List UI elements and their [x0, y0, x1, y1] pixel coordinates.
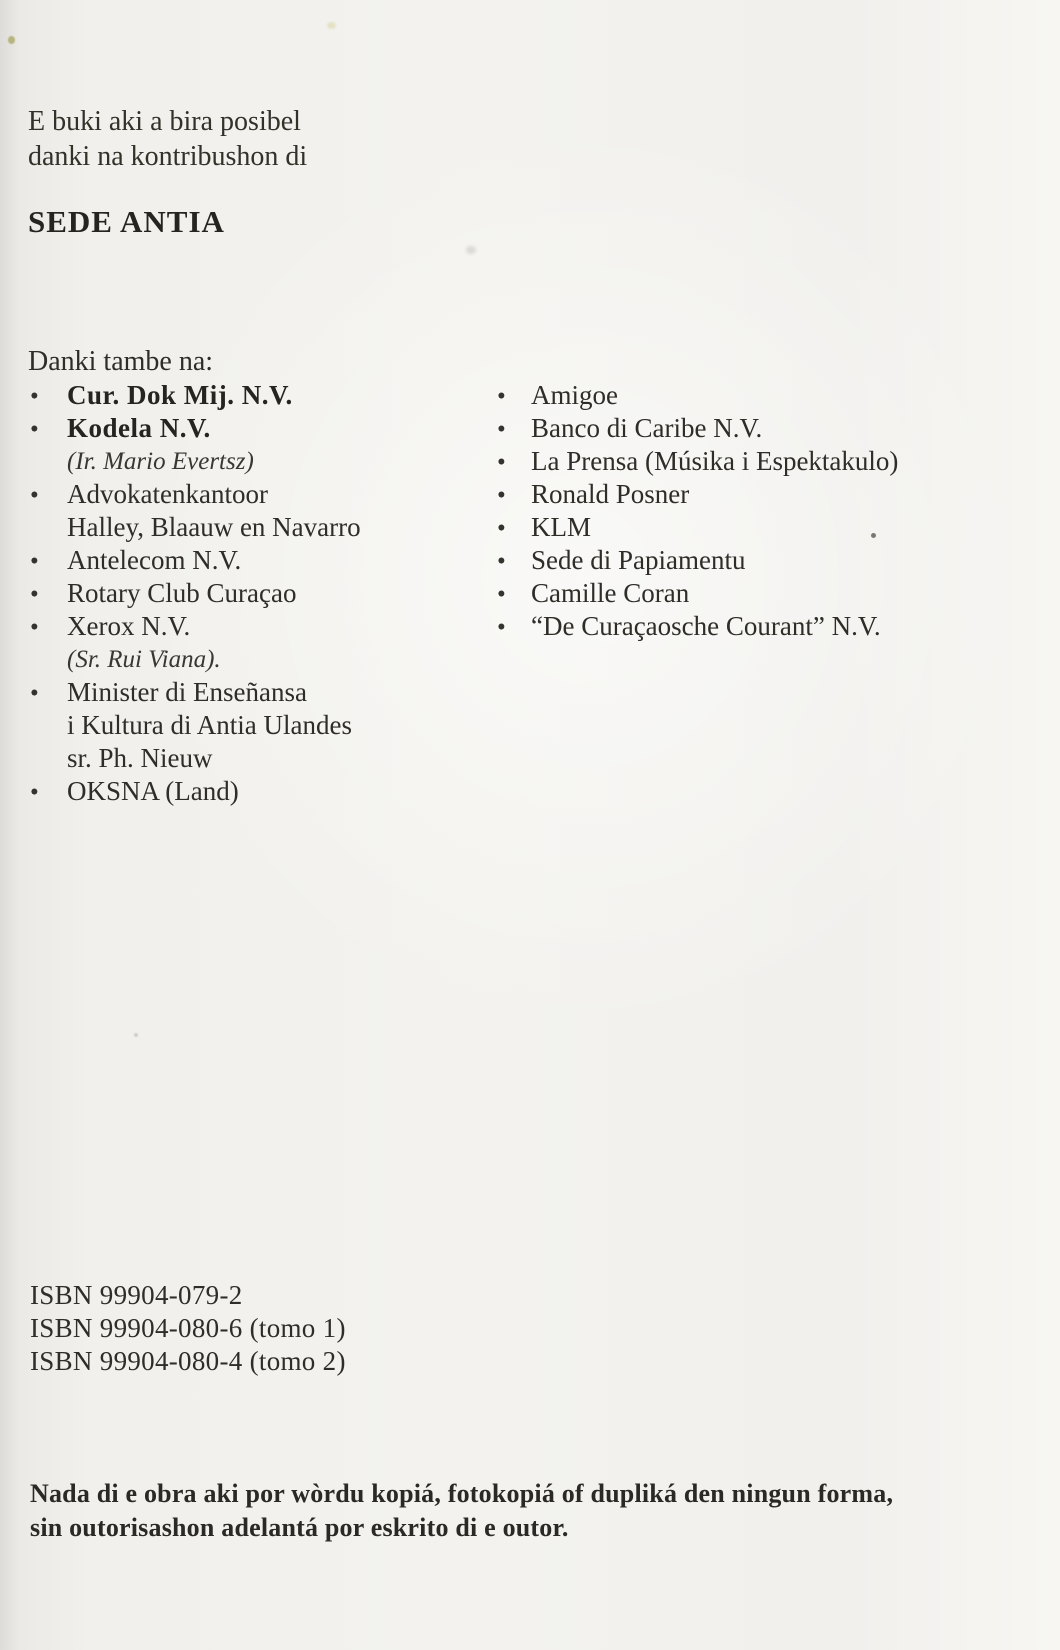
list-item-continuation — [30, 511, 470, 544]
copyright-notice — [30, 1477, 893, 1545]
list-item — [30, 676, 470, 709]
main-sponsor-heading: SEDE ANTIA — [28, 204, 225, 239]
list-item — [497, 445, 1017, 478]
list-item — [497, 379, 1017, 412]
scan-smudge — [466, 246, 476, 254]
copyright-line-2: sin outorisashon adelantá por eskrito di e outor. — [30, 1513, 569, 1542]
copyright-line-1: Nada di e obra aki por wòrdu kopiá, fotokopiá of dupliká den ningun forma, — [30, 1479, 894, 1508]
isbn-line: ISBN 99904-079-2 — [30, 1280, 243, 1310]
bullet-marker: • — [30, 383, 39, 410]
bullet-marker: • — [30, 416, 39, 443]
bullet-marker: • — [497, 581, 506, 608]
sponsor-name: KLM — [531, 512, 591, 542]
sponsor-name: i Kultura di Antia Ulandes — [67, 710, 352, 740]
list-item — [497, 544, 1017, 577]
list-item — [30, 478, 470, 511]
bullet-marker: • — [497, 548, 506, 575]
sponsor-name: Kodela N.V. — [67, 413, 211, 443]
sponsor-name: “De Curaçaosche Courant” N.V. — [531, 611, 881, 641]
sponsor-name: Advokatenkantoor — [67, 479, 268, 509]
sponsor-name: Cur. Dok Mij. N.V. — [67, 380, 293, 410]
bullet-marker: • — [497, 449, 506, 476]
sponsor-name: Amigoe — [531, 380, 618, 410]
scan-speck — [327, 22, 336, 29]
sponsor-name: Sede di Papiamentu — [531, 545, 746, 575]
list-item — [30, 610, 470, 643]
intro-line-1: E buki aki a bira posibel — [28, 106, 301, 137]
bullet-marker: • — [497, 416, 506, 443]
thanks-heading: Danki tambe na: — [28, 346, 214, 377]
bullet-marker: • — [30, 680, 39, 707]
intro-line-2: danki na kontribushon di — [28, 141, 308, 172]
sponsor-contact-note: (Sr. Rui Viana). — [67, 646, 221, 673]
sponsor-name: La Prensa (Músika i Espektakulo) — [531, 446, 899, 476]
list-item — [30, 577, 470, 610]
list-item — [30, 643, 470, 676]
bullet-marker: • — [30, 614, 39, 641]
bullet-marker: • — [497, 482, 506, 509]
acknowledgment-list-right — [497, 379, 1017, 643]
sponsor-name: Camille Coran — [531, 578, 690, 608]
sponsor-name: Halley, Blaauw en Navarro — [67, 512, 361, 542]
bullet-marker: • — [497, 614, 506, 641]
list-item — [30, 412, 470, 445]
list-item — [497, 610, 1017, 643]
bullet-marker: • — [30, 779, 39, 806]
list-item — [30, 445, 470, 478]
sponsor-name: Xerox N.V. — [67, 611, 191, 641]
bullet-marker: • — [497, 515, 506, 542]
sponsor-name: Banco di Caribe N.V. — [531, 413, 763, 443]
scan-speck — [8, 36, 15, 44]
acknowledgment-list-left — [30, 379, 470, 808]
isbn-line: ISBN 99904-080-4 (tomo 2) — [30, 1346, 346, 1376]
sponsor-name: Rotary Club Curaçao — [67, 578, 297, 608]
list-item — [30, 544, 470, 577]
sponsor-name: Minister di Enseñansa — [67, 677, 307, 707]
bullet-marker: • — [30, 482, 39, 509]
list-item — [497, 577, 1017, 610]
list-item-continuation — [30, 709, 470, 742]
list-item — [30, 379, 470, 412]
scan-speck — [134, 1033, 138, 1037]
bullet-marker: • — [30, 581, 39, 608]
sponsor-name: OKSNA (Land) — [67, 776, 239, 806]
scan-dot-artifact — [871, 533, 876, 538]
list-item-continuation — [30, 742, 470, 775]
intro-text — [28, 104, 307, 174]
isbn-line: ISBN 99904-080-6 (tomo 1) — [30, 1313, 346, 1343]
sponsor-contact-note: (Ir. Mario Evertsz) — [67, 448, 254, 475]
sponsor-name: Ronald Posner — [531, 479, 690, 509]
list-item — [30, 775, 470, 808]
isbn-block — [30, 1279, 346, 1378]
bullet-marker: • — [497, 383, 506, 410]
bullet-marker: • — [30, 548, 39, 575]
list-item — [497, 511, 1017, 544]
list-item — [497, 478, 1017, 511]
list-item — [497, 412, 1017, 445]
sponsor-name: sr. Ph. Nieuw — [67, 743, 213, 773]
sponsor-name: Antelecom N.V. — [67, 545, 242, 575]
